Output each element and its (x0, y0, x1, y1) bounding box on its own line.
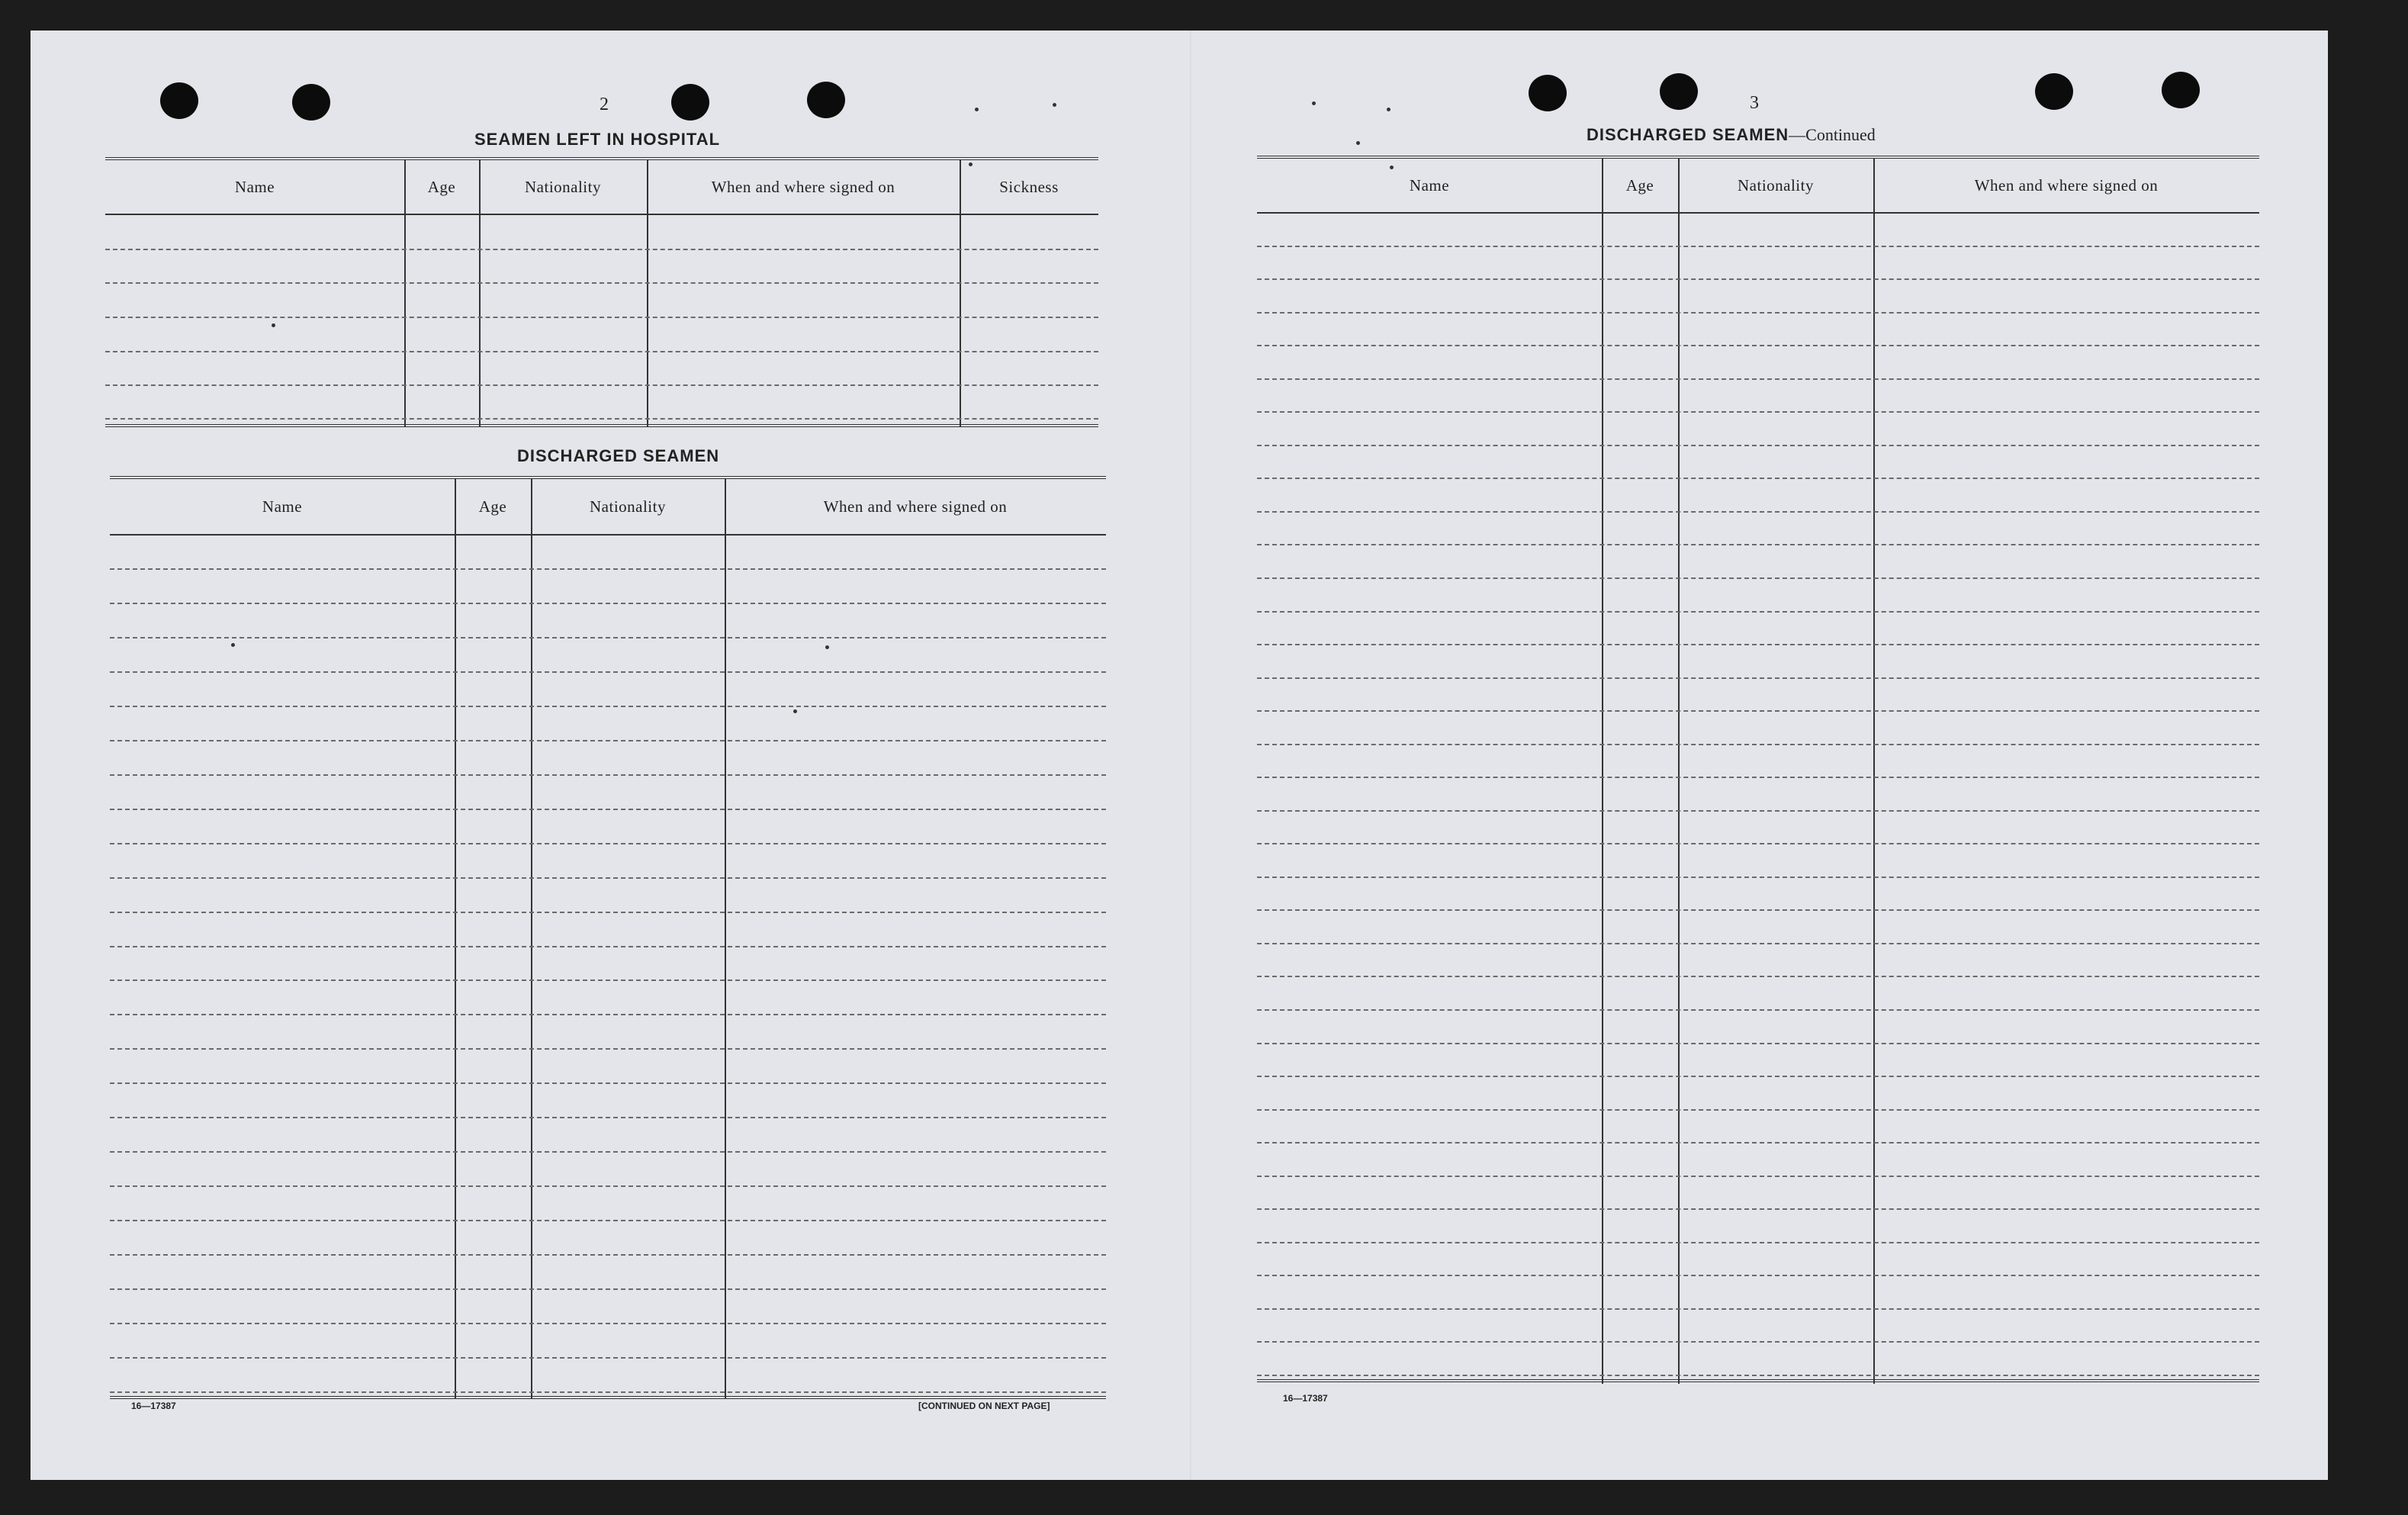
table-row (1257, 1375, 2259, 1376)
column-divider (647, 160, 648, 427)
table-row (1257, 1009, 2259, 1011)
hospital-table-header (105, 160, 1098, 215)
column-divider (960, 160, 961, 427)
table-row (1257, 777, 2259, 778)
table-row (1257, 1208, 2259, 1210)
table-row (1257, 1308, 2259, 1310)
continued-note: [CONTINUED ON NEXT PAGE] (918, 1401, 1050, 1411)
table-row (1257, 478, 2259, 479)
table-row (110, 877, 1106, 879)
discharged-table (110, 476, 1106, 1399)
table-row (110, 1220, 1106, 1221)
page-number-right: 3 (1750, 93, 1759, 113)
table-row (1257, 1109, 2259, 1111)
column-divider (531, 479, 532, 1399)
table-row (1257, 411, 2259, 413)
column-divider (1678, 159, 1680, 1384)
table-row (1257, 943, 2259, 944)
table-row (110, 671, 1106, 673)
column-header-nationality: Nationality (1738, 175, 1814, 195)
discharged-continued-title-text: DISCHARGED SEAMEN (1587, 125, 1789, 144)
table-row (1257, 677, 2259, 679)
table-row (105, 317, 1098, 318)
table-bottom-rule (110, 1396, 1106, 1399)
table-row (1257, 1341, 2259, 1343)
table-row (1257, 1076, 2259, 1077)
punch-hole (292, 84, 330, 121)
column-header-age: Age (478, 497, 507, 516)
form-number-left: 16—17387 (131, 1401, 176, 1411)
punch-hole (1660, 73, 1698, 110)
table-row (105, 418, 1098, 420)
table-row (1257, 843, 2259, 844)
table-row (110, 1357, 1106, 1359)
table-row (1257, 710, 2259, 712)
table-row (110, 809, 1106, 810)
discharged-section-title: DISCHARGED SEAMEN (517, 446, 720, 465)
table-row (1257, 345, 2259, 346)
table-row (1257, 1275, 2259, 1276)
column-divider (404, 160, 406, 427)
table-row (1257, 644, 2259, 645)
table-row (110, 843, 1106, 844)
table-row (105, 282, 1098, 284)
table-row (110, 1391, 1106, 1393)
punch-hole (2162, 72, 2200, 108)
table-row (110, 1014, 1106, 1015)
table-row (1257, 744, 2259, 745)
discharged-table-header (110, 479, 1106, 536)
column-divider (1602, 159, 1603, 1384)
table-row (110, 1323, 1106, 1324)
discharged-continued-table (1257, 156, 2259, 1384)
table-row (1257, 611, 2259, 613)
table-row (1257, 1176, 2259, 1177)
punch-hole (807, 82, 845, 118)
table-row (105, 351, 1098, 352)
table-row (110, 946, 1106, 947)
table-row (1257, 1242, 2259, 1243)
table-row (110, 1288, 1106, 1290)
table-bottom-rule (1257, 1379, 2259, 1382)
table-row (110, 1082, 1106, 1084)
table-row (1257, 1043, 2259, 1044)
table-row (110, 603, 1106, 604)
table-row (110, 1048, 1106, 1050)
column-header-signed-on: When and where signed on (1974, 175, 2159, 195)
column-header-age: Age (1625, 175, 1654, 195)
table-row (110, 740, 1106, 741)
column-divider (479, 160, 481, 427)
table-row (1257, 445, 2259, 446)
table-row (1257, 1142, 2259, 1143)
ink-speck (1387, 108, 1390, 111)
punch-hole (1529, 75, 1567, 111)
table-row (110, 568, 1106, 570)
table-row (1257, 877, 2259, 878)
ink-speck (1356, 141, 1360, 145)
discharged-continued-title (1587, 125, 1876, 145)
ink-speck (1312, 101, 1316, 105)
table-row (1257, 511, 2259, 513)
hospital-table (105, 157, 1098, 427)
ink-speck (1053, 103, 1056, 107)
table-row (105, 249, 1098, 250)
column-header-name: Name (262, 497, 303, 516)
table-row (1257, 976, 2259, 977)
table-row (110, 774, 1106, 776)
column-header-name: Name (234, 177, 275, 196)
column-divider (1873, 159, 1875, 1384)
ink-speck (975, 108, 979, 111)
column-divider (725, 479, 726, 1399)
page-number-left: 2 (600, 95, 609, 114)
table-row (1257, 246, 2259, 247)
table-row (105, 384, 1098, 386)
page-fold (1190, 31, 1191, 1480)
column-header-sickness: Sickness (999, 177, 1059, 196)
table-bottom-rule (105, 424, 1098, 427)
punch-hole (671, 84, 709, 121)
column-divider (455, 479, 456, 1399)
table-row (1257, 577, 2259, 579)
table-row (1257, 312, 2259, 314)
table-row (1257, 378, 2259, 380)
form-number-right: 16—17387 (1283, 1393, 1328, 1404)
table-row (1257, 810, 2259, 812)
table-row (110, 637, 1106, 638)
table-row (110, 1254, 1106, 1256)
table-row (110, 1185, 1106, 1187)
table-row (110, 1117, 1106, 1118)
table-row (110, 1151, 1106, 1153)
punch-hole (160, 82, 198, 119)
punch-hole (2035, 73, 2073, 110)
continued-suffix: —Continued (1789, 125, 1876, 144)
table-row (1257, 278, 2259, 280)
table-row (1257, 909, 2259, 911)
column-header-nationality: Nationality (590, 497, 666, 516)
column-header-age: Age (427, 177, 456, 196)
table-row (110, 706, 1106, 707)
column-header-signed-on: When and where signed on (823, 497, 1008, 516)
table-row (110, 912, 1106, 913)
column-header-nationality: Nationality (525, 177, 601, 196)
column-header-name: Name (1409, 175, 1450, 195)
column-header-signed-on: When and where signed on (711, 177, 895, 196)
table-row (110, 979, 1106, 981)
table-row (1257, 544, 2259, 545)
discharged-continued-table-header (1257, 159, 2259, 214)
hospital-section-title: SEAMEN LEFT IN HOSPITAL (474, 130, 721, 149)
